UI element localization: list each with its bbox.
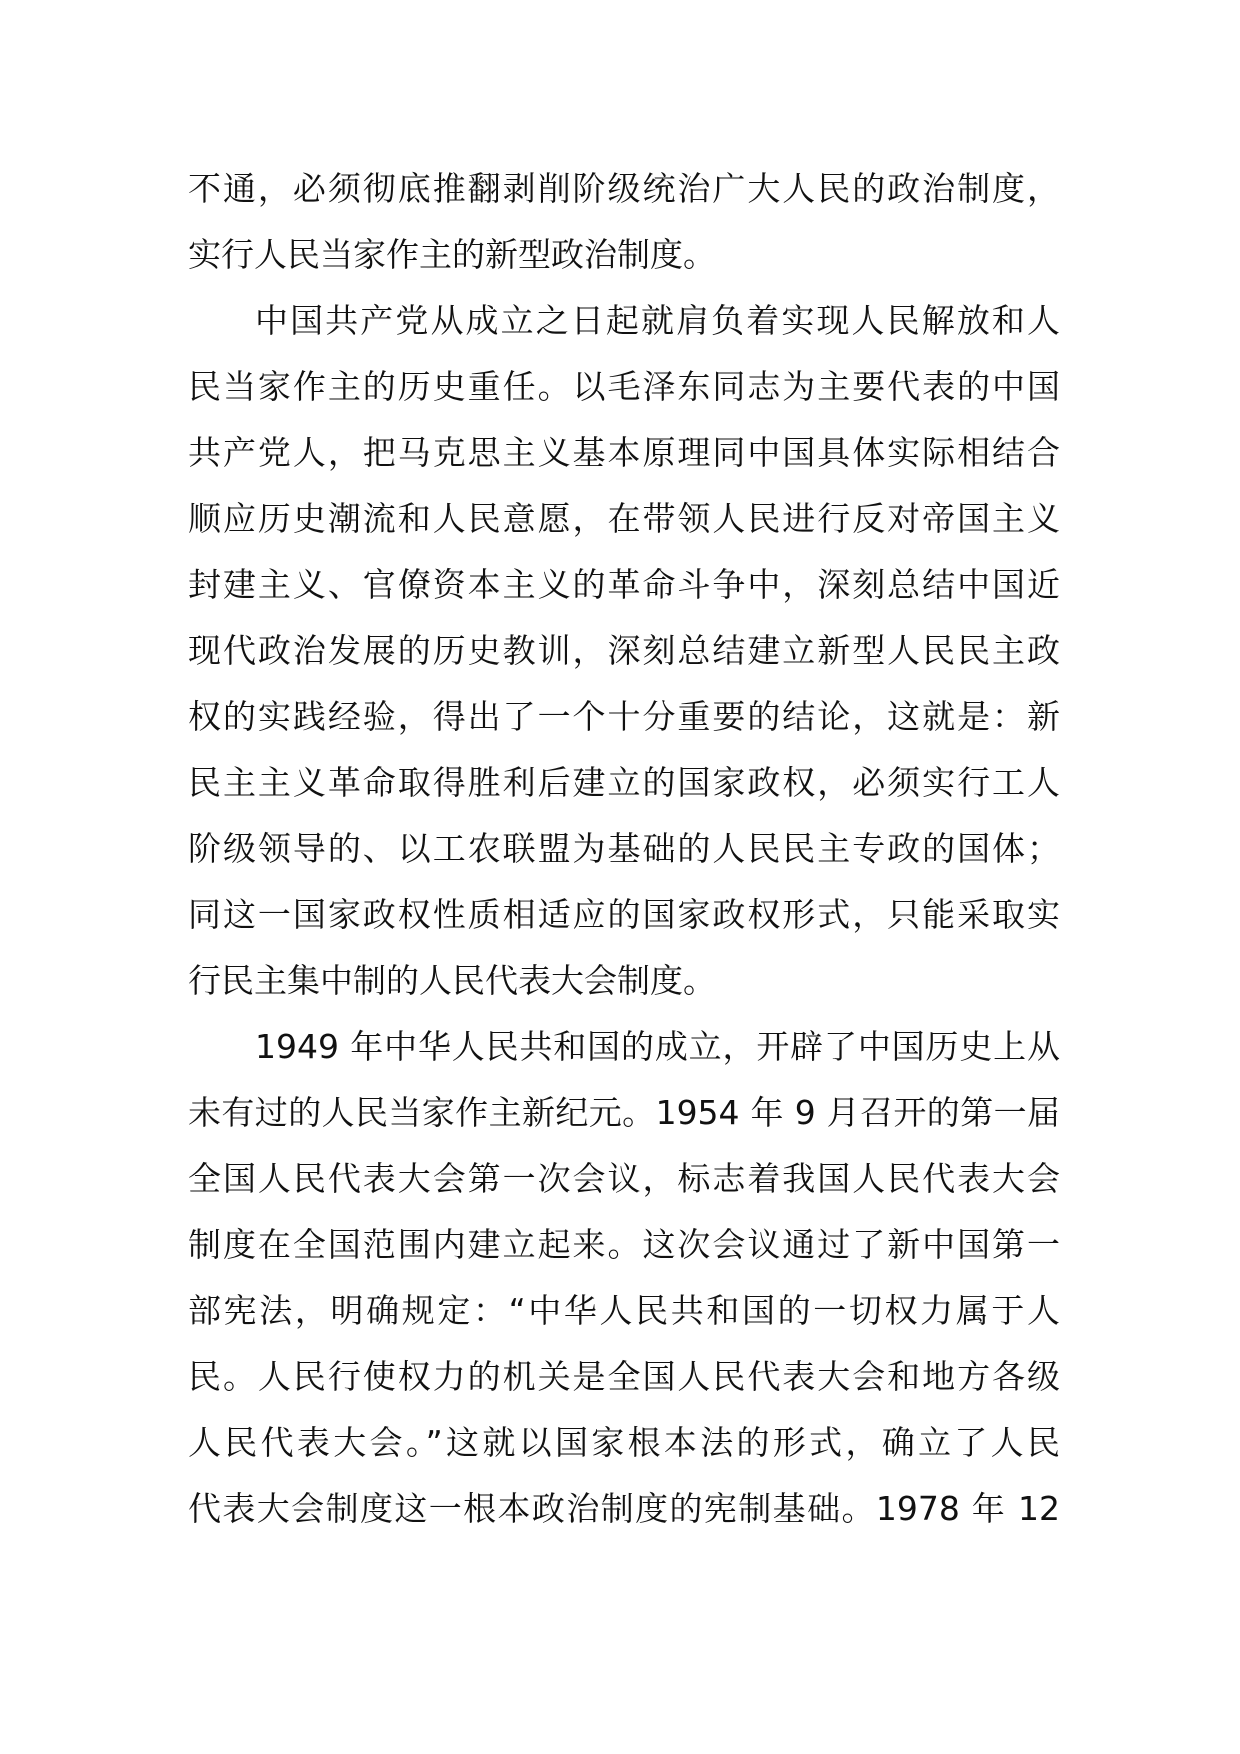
text-line: 制度在全国范围内建立起来。这次会议通过了新中国第一 [188, 1225, 1060, 1264]
text-line: 部宪法，明确规定：“中华人民共和国的一切权力属于人 [188, 1291, 1060, 1330]
text-line: 代表大会制度这一根本政治制度的宪制基础。1978 年 12 [188, 1489, 1060, 1528]
text-line: 1949 年中华人民共和国的成立，开辟了中国历史上从 [255, 1027, 1060, 1066]
text-line: 未有过的人民当家作主新纪元。1954 年 9 月召开的第一届 [188, 1093, 1060, 1132]
text-line: 不通，必须彻底推翻剥削阶级统治广大人民的政治制度， [188, 169, 1060, 208]
text-line: 封建主义、官僚资本主义的革命斗争中，深刻总结中国近 [188, 565, 1060, 604]
text-line: 共产党人，把马克思主义基本原理同中国具体实际相结合 [188, 433, 1060, 472]
text-line: 民。人民行使权力的机关是全国人民代表大会和地方各级 [188, 1357, 1060, 1396]
text-line: 人民代表大会。”这就以国家根本法的形式，确立了人民 [188, 1423, 1060, 1462]
text-line: 行民主集中制的人民代表大会制度。 [188, 961, 716, 1000]
text-line: 顺应历史潮流和人民意愿，在带领人民进行反对帝国主义 [188, 499, 1060, 538]
text-line: 同这一国家政权性质相适应的国家政权形式，只能采取实 [188, 895, 1060, 934]
text-line: 实行人民当家作主的新型政治制度。 [188, 235, 716, 274]
text-line: 权的实践经验，得出了一个十分重要的结论，这就是：新 [188, 697, 1060, 736]
body-text [188, 156, 1060, 1542]
text-line: 全国人民代表大会第一次会议，标志着我国人民代表大会 [188, 1159, 1060, 1198]
text-line: 现代政治发展的历史教训，深刻总结建立新型人民民主政 [188, 631, 1060, 670]
text-line: 民当家作主的历史重任。以毛泽东同志为主要代表的中国 [188, 367, 1060, 406]
text-line: 中国共产党从成立之日起就肩负着实现人民解放和人 [255, 301, 1060, 340]
text-line: 民主主义革命取得胜利后建立的国家政权，必须实行工人 [188, 763, 1060, 802]
text-line: 阶级领导的、以工农联盟为基础的人民民主专政的国体； [188, 829, 1060, 868]
